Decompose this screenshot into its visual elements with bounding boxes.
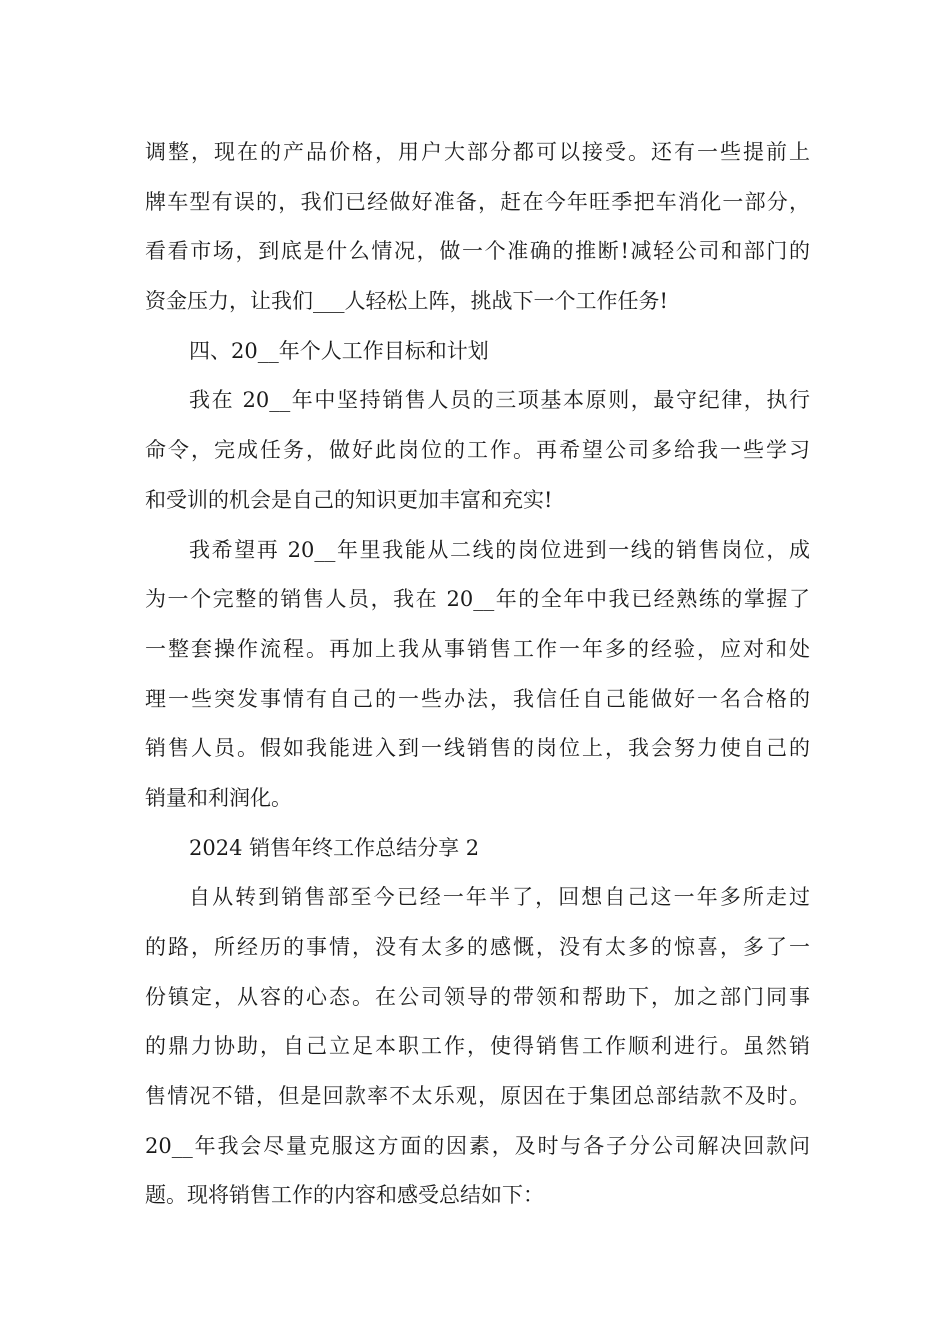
body-text-line: 自从转到销售部至今已经一年半了，回想自己这一年多所走过: [189, 885, 810, 910]
body-text-line: 牌车型有误的，我们已经做好准备，赶在今年旺季把车消化一部分，: [145, 189, 810, 214]
body-text-line: 我在 20__年中坚持销售人员的三项基本原则，最守纪律，执行: [189, 388, 810, 413]
section-heading: 2024 销售年终工作总结分享 2: [189, 835, 480, 860]
body-text-line: 的鼎力协助，自己立足本职工作，使得销售工作顺利进行。虽然销: [145, 1034, 810, 1059]
section-heading: 四、20__年个人工作目标和计划: [189, 338, 489, 363]
body-text-line: 一整套操作流程。再加上我从事销售工作一年多的经验，应对和处: [145, 636, 810, 661]
body-text-line: 份镇定，从容的心态。在公司领导的带领和帮助下，加之部门同事: [145, 984, 810, 1009]
body-text-line: 题。现将销售工作的内容和感受总结如下：: [145, 1183, 544, 1208]
body-text-line: 售情况不错，但是回款率不太乐观，原因在于集团总部结款不及时。: [145, 1084, 810, 1109]
body-text-line: 的路，所经历的事情，没有太多的感慨，没有太多的惊喜，多了一: [145, 935, 810, 959]
body-text-line: 销量和利润化。: [145, 785, 292, 810]
body-text-line: 命令，完成任务，做好此岗位的工作。再希望公司多给我一些学习: [145, 438, 810, 463]
body-text-line: 资金压力，让我们___人轻松上阵，挑战下一个工作任务!: [145, 289, 668, 314]
body-text-line: 看看市场，到底是什么情况，做一个准确的推断!减轻公司和部门的: [145, 239, 810, 264]
body-text-line: 调整，现在的产品价格，用户大部分都可以接受。还有一些提前上: [145, 140, 810, 164]
body-text-line: 为一个完整的销售人员，我在 20__年的全年中我已经熟练的掌握了: [145, 587, 810, 612]
body-text-line: 销售人员。假如我能进入到一线销售的岗位上，我会努力使自己的: [145, 736, 810, 761]
body-text-line: 我希望再 20__年里我能从二线的岗位进到一线的销售岗位，成: [189, 537, 810, 562]
body-text-line: 理一些突发事情有自己的一些办法，我信任自己能做好一名合格的: [145, 686, 810, 711]
document-page: [145, 128, 810, 1221]
body-text-line: 和受训的机会是自己的知识更加丰富和充实!: [145, 487, 553, 512]
body-text-line: 20__年我会尽量克服这方面的因素，及时与各子分公司解决回款问: [145, 1133, 810, 1158]
